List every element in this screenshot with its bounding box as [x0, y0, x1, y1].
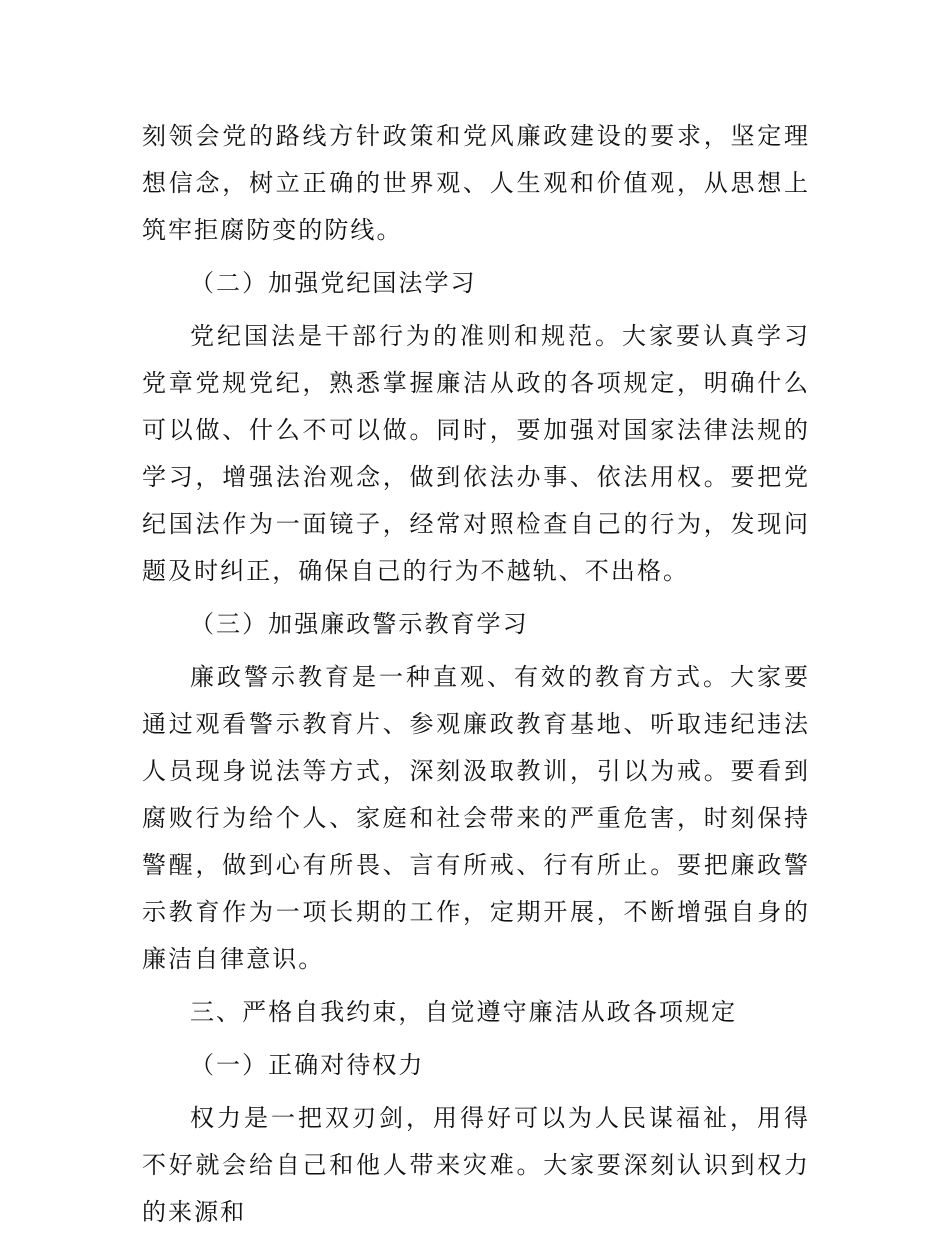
- paragraph-continuation: 刻领会党的路线方针政策和党风廉政建设的要求，坚定理想信念，树立正确的世界观、人生观和价值观，从思想上筑牢拒腐防变的防线。: [142, 122, 810, 244]
- subsection-heading-3: （三）加强廉政警示教育学习: [190, 610, 529, 638]
- paragraph-body: 权力是一把双刃剑，用得好可以为人民谋福祉，用得不好就会给自己和他人带来灾难。大家要深刻认识到权力的来源和: [142, 1104, 810, 1226]
- document-body: [142, 113, 810, 1236]
- subsection-heading-1: （一）正确对待权力: [190, 1051, 425, 1079]
- subsection-heading-2: （二）加强党纪国法学习: [190, 269, 477, 297]
- paragraph-body: 廉政警示教育是一种直观、有效的教育方式。大家要通过观看警示教育片、参观廉政教育基地、听取违纪违法人员现身说法等方式，深刻汲取教训，引以为戒。要看到腐败行为给个人、家庭和社会带来的严重危害，时刻保持警醒，做到心有所畏、言有所戒、行有所止。要把廉政警示教育作为一项长期的工作，定期开展，不断增强自身的廉洁自律意识。: [142, 663, 810, 973]
- section-heading-3: 三、严格自我约束，自觉遵守廉洁从政各项规定: [190, 998, 738, 1026]
- paragraph-body: 党纪国法是干部行为的准则和规范。大家要认真学习党章党规党纪，熟悉掌握廉洁从政的各项规定，明确什么可以做、什么不可以做。同时，要加强对国家法律法规的学习，增强法治观念，做到依法办事、依法用权。要把党纪国法作为一面镜子，经常对照检查自己的行为，发现问题及时纠正，确保自己的行为不越轨、不出格。: [142, 322, 810, 585]
